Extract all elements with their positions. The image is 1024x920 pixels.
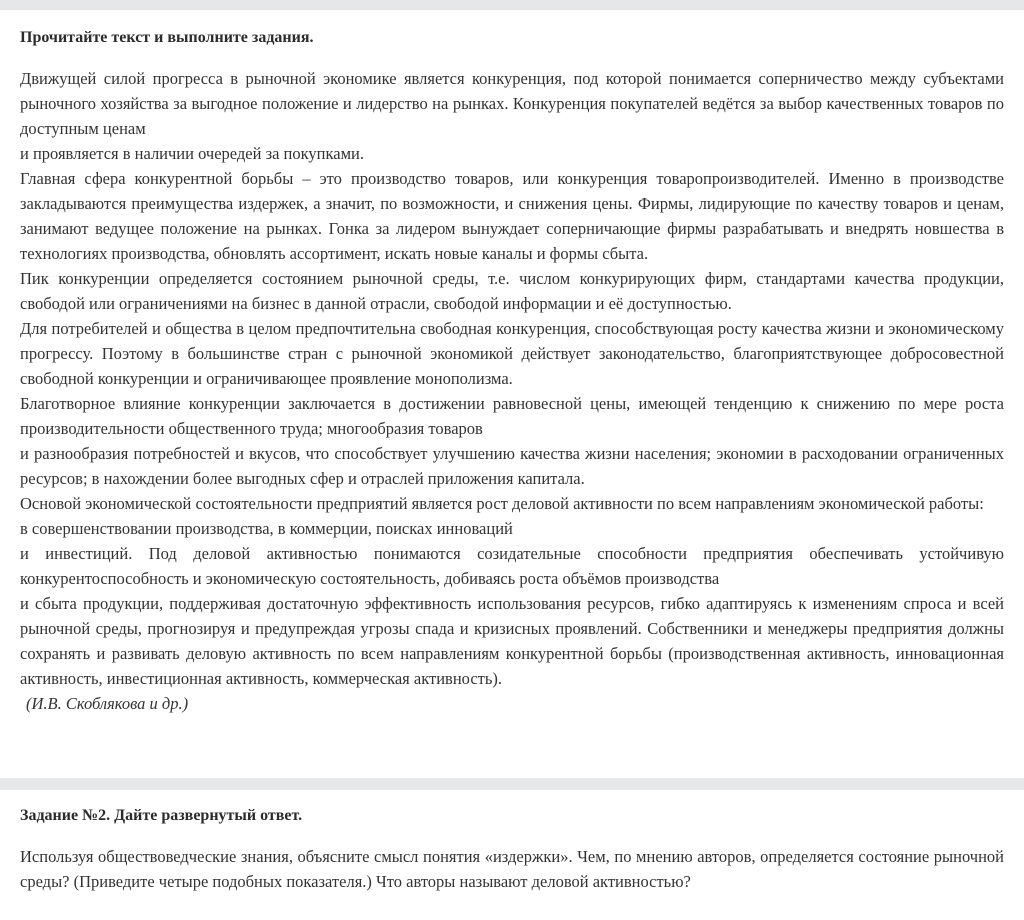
reading-text-body: [20, 66, 1004, 716]
section-divider-bar: [0, 778, 1024, 790]
text-paragraph: Основой экономической состоятельности предприятий является рост деловой активности по всем направлениям экономической работы:: [20, 494, 984, 513]
task-question-text: Используя обществоведческие знания, объясните смысл понятия «издержки». Чем, по мнению авторов, определяется состояние рыночной среды? (Приведите четыре подобных показателя.) Что авторы называют деловой активностью?: [20, 847, 1004, 891]
text-paragraph: Движущей силой прогресса в рыночной экономике является конкуренция, под которой понимается соперничество между субъектами рыночного хозяйства за выгодное положение и лидерство на рынках. Конкуренция покупателей ведётся за выбор качественных товаров по доступным ценам: [20, 69, 1004, 138]
text-paragraph: и инвестиций. Под деловой активностью понимаются созидательные способности предприятия обеспечивать устойчивую конкурентоспособность и экономическую состоятельность, добиваясь роста объёмов производства: [20, 544, 1004, 588]
text-paragraph: и проявляется в наличии очередей за покупками.: [20, 144, 364, 163]
text-paragraph: и разнообразия потребностей и вкусов, что способствует улучшению качества жизни населения; экономии в расходовании ограниченных ресурсов; в нахождении более выгодных сфер и отраслей приложения капитала.: [20, 444, 1004, 488]
task-panel: [0, 790, 1024, 894]
text-paragraph: в совершенствовании производства, в коммерции, поисках инноваций: [20, 519, 513, 538]
text-paragraph: Главная сфера конкурентной борьбы – это производство товаров, или конкуренция товаропроизводителей. Именно в производстве закладываются преимущества издержек, а значит, по возможности, и снижения цены. Фирмы, лидирующие по качеству товаров и ценам, занимают ведущее положение на рынках. Гонка за лидером вынуждает соперничающие фирмы разрабатывать и внедрять новшества в технологиях производства, обновлять ассортимент, искать новые каналы и формы сбыта.: [20, 169, 1004, 263]
reading-text-panel: [0, 10, 1024, 778]
reading-instruction-heading: Прочитайте текст и выполните задания.: [20, 29, 314, 46]
text-paragraph: Для потребителей и общества в целом предпочтительна свободная конкуренция, способствующая росту качества жизни и экономическому прогрессу. Поэтому в большинстве стран с рыночной экономикой действует законодательство, благоприятствующее добросовестной свободной конкуренции и ограничивающее проявление монополизма.: [20, 319, 1004, 388]
text-paragraph: Пик конкуренции определяется состоянием рыночной среды, т.е. числом конкурирующих фирм, стандартами качества продукции, свободой или ограничениями на бизнес в данной отрасли, свободой информации и её доступностью.: [20, 269, 1004, 313]
task-heading: Задание №2. Дайте развернутый ответ.: [20, 807, 303, 824]
text-paragraph: Благотворное влияние конкуренции заключается в достижении равновесной цены, имеющей тенденцию к снижению по мере роста производительности общественного труда; многообразия товаров: [20, 394, 1004, 438]
top-divider-bar: [0, 0, 1024, 10]
author-citation: (И.В. Скоблякова и др.): [26, 694, 189, 713]
text-paragraph: и сбыта продукции, поддерживая достаточную эффективность использования ресурсов, гибко адаптируясь к изменениям спроса и всей рыночной среды, прогнозируя и предупреждая угрозы спада и кризисных проявлений. Собственники и менеджеры предприятия должны сохранять и развивать деловую активность по всем направлениям конкурентной борьбы (производственная активность, инновационная активность, инвестиционная активность, коммерческая активность).: [20, 594, 1004, 688]
